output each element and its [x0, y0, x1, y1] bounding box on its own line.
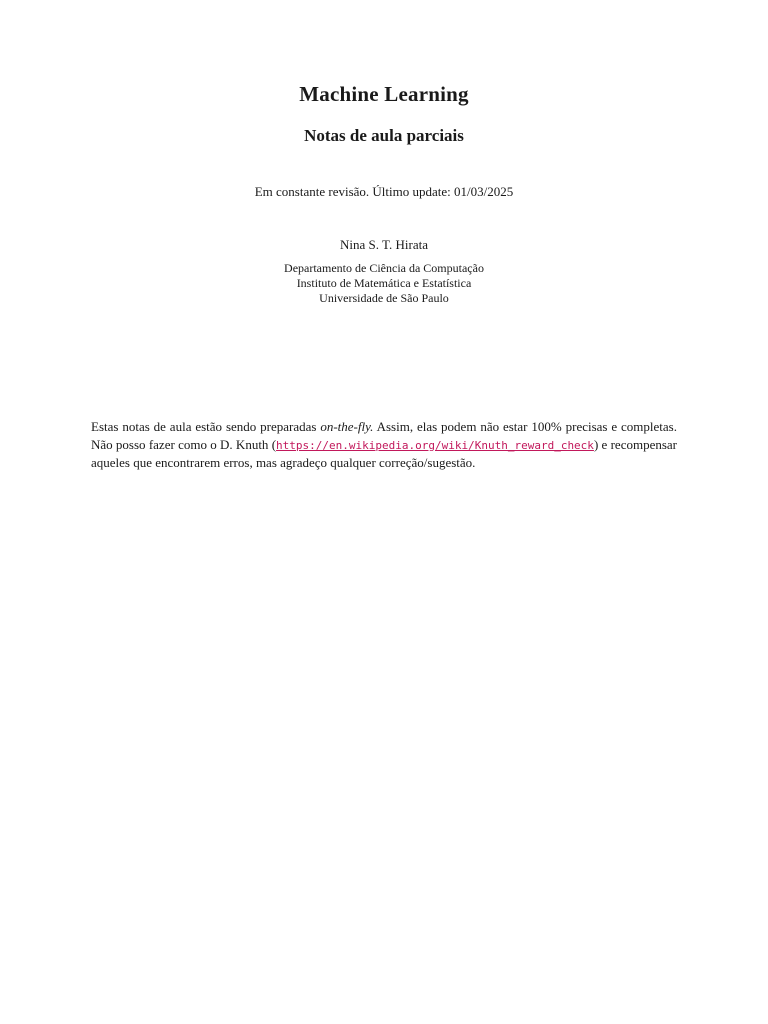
knuth-reward-check-link[interactable]: https://en.wikipedia.org/wiki/Knuth_reward_check [276, 438, 594, 452]
affiliation-university: Universidade de São Paulo [319, 291, 449, 305]
revision-note: Em constante revisão. Último update: 01/03/2025 [254, 184, 514, 199]
intro-text-part2: Assim, elas podem não estar 100% precisas e completas. Não posso fazer como o D. Knuth ( [91, 419, 677, 452]
affiliation-department: Departamento de Ciência da Computação [284, 261, 484, 275]
intro-emphasis: on-the-fly. [320, 419, 374, 434]
document-title: Machine Learning [299, 82, 469, 106]
intro-paragraph [91, 418, 677, 472]
intro-text-part1: Estas notas de aula estão sendo preparadas [91, 419, 321, 434]
document-subtitle: Notas de aula parciais [304, 126, 464, 145]
affiliation-institute: Instituto de Matemática e Estatística [296, 276, 472, 290]
intro-text-part3: ) e recompensar aqueles que encontrarem erros, mas agradeço qualquer correção/sugestão. [91, 436, 678, 470]
affiliation-block [0, 261, 768, 306]
author-name: Nina S. T. Hirata [340, 237, 428, 252]
